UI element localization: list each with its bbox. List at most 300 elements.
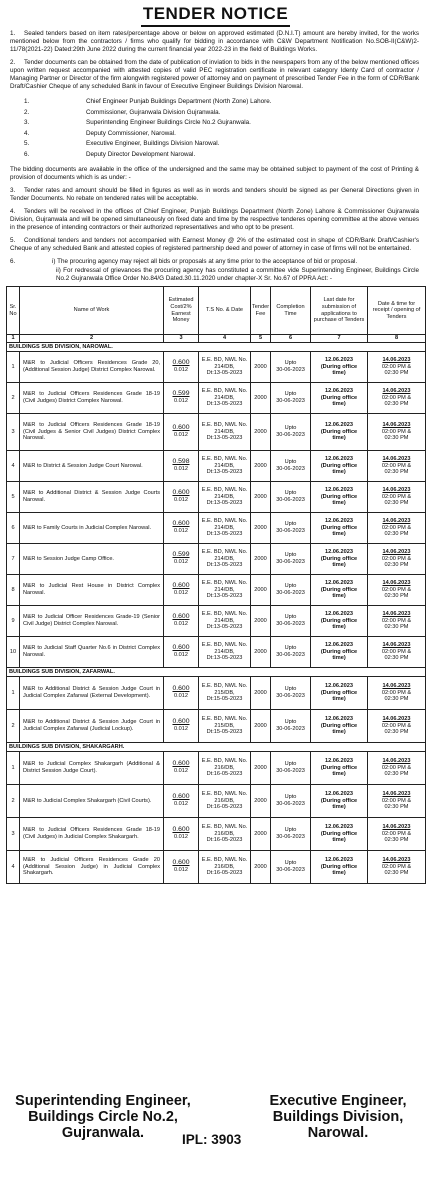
- work-name: M&R to Additional District & Session Judge Court in Judicial Complex Zafarwal (External Development).: [20, 677, 164, 710]
- ts-line: Dt:13-05-2023: [206, 435, 243, 442]
- last-date-cell: [311, 575, 368, 606]
- last-date-line: time): [332, 729, 346, 736]
- estimated-cost: 0.600: [172, 644, 190, 652]
- last-date-line: time): [332, 837, 346, 844]
- last-date-cell: [311, 383, 368, 414]
- officer-text: Deputy Director Development Narowal.: [86, 150, 196, 158]
- earnest-money: 0.012: [174, 367, 188, 373]
- last-date-line: 12.06.2023: [325, 642, 353, 649]
- last-date-cell: [311, 710, 368, 743]
- last-date-line: 12.06.2023: [325, 683, 353, 690]
- earnest-money: 0.012: [174, 528, 188, 534]
- last-date-line: 12.06.2023: [325, 824, 353, 831]
- estimated-cost: 0.600: [172, 613, 190, 621]
- opening-cell: [368, 544, 426, 575]
- opening-cell: [368, 606, 426, 637]
- tender-fee: 2000: [251, 637, 271, 668]
- last-date-line: time): [332, 370, 346, 377]
- table-row: [7, 606, 426, 637]
- work-name: M&R to Judicial Officers Residences Grade 18-19 (Civil Judges) in Judicial Complex Shakargarh.: [20, 818, 164, 851]
- last-date-line: 12.06.2023: [325, 518, 353, 525]
- paragraph-4: [10, 208, 419, 232]
- ts-line: Dt:16-05-2023: [206, 804, 243, 811]
- ts-line: Dt:13-05-2023: [206, 531, 243, 538]
- ts-line: Dt:13-05-2023: [206, 401, 243, 408]
- completion-line: Upto: [284, 794, 297, 801]
- ipl-number: IPL: 3903: [182, 1132, 242, 1147]
- cost-cell: [164, 451, 199, 482]
- section-row: [7, 343, 426, 352]
- table-row: [7, 752, 426, 785]
- column-index: 8: [368, 335, 426, 343]
- completion-line: Upto: [284, 391, 297, 398]
- completion-cell: [271, 414, 311, 451]
- table-row: [7, 677, 426, 710]
- ts-line: E.E. BD, NWL No.: [201, 487, 248, 494]
- last-date-line: (During office: [320, 493, 358, 500]
- ts-line: 214/DB,: [214, 524, 235, 531]
- last-date-line: 12.06.2023: [325, 422, 353, 429]
- work-name: M&R to District & Session Judge Court Narowal.: [20, 451, 164, 482]
- officer-number: 6.: [24, 150, 30, 158]
- column-index: 6: [271, 335, 311, 343]
- ts-line: E.E. BD, NWL No.: [201, 791, 248, 798]
- work-name: M&R to Judicial Complex Shakargarh (Civil Courts).: [20, 785, 164, 818]
- completion-line: Upto: [284, 827, 297, 834]
- completion-line: 30-06-2023: [276, 559, 305, 565]
- sr-number: 2: [7, 710, 20, 743]
- last-date-line: 12.06.2023: [325, 791, 353, 798]
- ts-line: Dt:13-05-2023: [206, 562, 243, 569]
- last-date-line: (During office: [320, 462, 358, 469]
- table-row: [7, 544, 426, 575]
- ts-line: E.E. BD, NWL No.: [201, 642, 248, 649]
- ts-line: Dt:13-05-2023: [206, 500, 243, 507]
- completion-line: 30-06-2023: [276, 398, 305, 404]
- sr-number: 4: [7, 851, 20, 884]
- table-row: [7, 637, 426, 668]
- work-name: M&R to Judicial Staff Quarter No.6 in District Complex Narowal.: [20, 637, 164, 668]
- section-title: BUILDINGS SUB DIVISION, ZAFARWAL.: [7, 668, 426, 677]
- ts-line: Dt:13-05-2023: [206, 469, 243, 476]
- last-date-cell: [311, 451, 368, 482]
- opening-time: 02:00 PM &: [381, 363, 412, 370]
- signature-footer: [0, 1093, 431, 1182]
- paragraph-5: [10, 237, 419, 253]
- opening-time: 02:30 PM: [384, 870, 409, 877]
- opening-cell: [368, 451, 426, 482]
- completion-line: 30-06-2023: [276, 652, 305, 658]
- completion-cell: [271, 637, 311, 668]
- opening-time: 02:30 PM: [384, 401, 409, 408]
- last-date-line: 12.06.2023: [325, 549, 353, 556]
- opening-date: 14.06.2023: [382, 487, 411, 494]
- ts-line: 216/DB,: [214, 863, 235, 870]
- tender-fee: 2000: [251, 785, 271, 818]
- officer-number: 3.: [24, 119, 30, 127]
- table-row: [7, 513, 426, 544]
- last-date-cell: [311, 785, 368, 818]
- last-date-cell: [311, 851, 368, 884]
- last-date-cell: [311, 677, 368, 710]
- officer-number: 4.: [24, 129, 30, 137]
- table-row: [7, 710, 426, 743]
- completion-line: Upto: [284, 860, 297, 867]
- cost-cell: [164, 544, 199, 575]
- ts-line: Dt:13-05-2023: [206, 655, 243, 662]
- officer-item: [24, 108, 419, 119]
- completion-line: 30-06-2023: [276, 867, 305, 873]
- ts-line: Dt:13-05-2023: [206, 624, 243, 631]
- completion-line: Upto: [284, 719, 297, 726]
- opening-date: 14.06.2023: [382, 549, 411, 556]
- opening-time: 02:30 PM: [384, 370, 409, 377]
- completion-cell: [271, 482, 311, 513]
- earnest-money: 0.012: [174, 621, 188, 627]
- opening-cell: [368, 414, 426, 451]
- paragraph-number: 2.: [10, 59, 16, 66]
- completion-line: 30-06-2023: [276, 834, 305, 840]
- ts-line: E.E. BD, NWL No.: [201, 824, 248, 831]
- officer-number: 2.: [24, 108, 30, 116]
- cost-cell: [164, 637, 199, 668]
- table-row: [7, 383, 426, 414]
- ts-cell: [199, 544, 251, 575]
- cost-cell: [164, 513, 199, 544]
- opening-date: 14.06.2023: [382, 518, 411, 525]
- opening-date: 14.06.2023: [382, 580, 411, 587]
- tender-fee: 2000: [251, 710, 271, 743]
- col-header-work: Name of Work: [20, 287, 164, 335]
- last-date-line: (During office: [320, 797, 358, 804]
- ts-line: Dt:16-05-2023: [206, 837, 243, 844]
- last-date-line: 12.06.2023: [325, 758, 353, 765]
- opening-time: 02:00 PM &: [381, 830, 412, 837]
- signatory-superintending-engineer: [8, 1093, 198, 1141]
- opening-cell: [368, 818, 426, 851]
- paragraph-6-ii: ii) For redressal of grievances the procuring agency has constituted a committee vide Superintending Engineer, Buildings Circle No.2 Gujranwala Office Order No.84/G Dated.30.11.2020 under chapter-X Sr. No.67 of PPRA Act: -: [56, 267, 419, 282]
- last-date-line: (During office: [320, 428, 358, 435]
- last-date-line: (During office: [320, 555, 358, 562]
- estimated-cost: 0.599: [172, 390, 190, 398]
- last-date-line: (During office: [320, 764, 358, 771]
- completion-line: Upto: [284, 360, 297, 367]
- paragraph-3: [10, 187, 419, 203]
- completion-line: 30-06-2023: [276, 693, 305, 699]
- last-date-line: time): [332, 531, 346, 538]
- completion-line: 30-06-2023: [276, 801, 305, 807]
- completion-line: 30-06-2023: [276, 497, 305, 503]
- estimated-cost: 0.600: [172, 718, 190, 726]
- tender-fee: 2000: [251, 752, 271, 785]
- opening-time: 02:30 PM: [384, 696, 409, 703]
- opening-date: 14.06.2023: [382, 683, 411, 690]
- opening-date: 14.06.2023: [382, 824, 411, 831]
- tender-table: [6, 286, 426, 884]
- last-date-cell: [311, 414, 368, 451]
- ts-cell: [199, 677, 251, 710]
- opening-cell: [368, 513, 426, 544]
- ts-line: E.E. BD, NWL No.: [201, 611, 248, 618]
- earnest-money: 0.012: [174, 867, 188, 873]
- sr-number: 1: [7, 677, 20, 710]
- ts-line: 214/DB,: [214, 462, 235, 469]
- signatory-executive-engineer: [253, 1093, 423, 1141]
- ts-line: E.E. BD, NWL No.: [201, 357, 248, 364]
- opening-cell: [368, 677, 426, 710]
- ts-line: E.E. BD, NWL No.: [201, 758, 248, 765]
- paragraph-text: Conditional tenders and tenders not accompanied with Earnest Money @ 2% of the estimated cost in shape of CDR/Bank Draft/Cashier's Cheque of any scheduled Bank and attested copies of registered partnership deed and power of attorney in case of firms will not be entertained.: [10, 237, 419, 252]
- last-date-cell: [311, 513, 368, 544]
- tender-fee: 2000: [251, 818, 271, 851]
- opening-cell: [368, 785, 426, 818]
- officer-number: 5.: [24, 140, 30, 148]
- section-row: [7, 668, 426, 677]
- sr-number: 3: [7, 414, 20, 451]
- opening-date: 14.06.2023: [382, 857, 411, 864]
- ts-cell: [199, 482, 251, 513]
- paragraph-text: Tender rates and amount should be filled in figures as well as in words and tenders should be signed as per General Directions given in Tender Documents. No rebate on tendered rates will be acceptable.: [10, 187, 419, 202]
- completion-line: Upto: [284, 552, 297, 559]
- table-row: [7, 414, 426, 451]
- cost-cell: [164, 606, 199, 637]
- completion-line: 30-06-2023: [276, 621, 305, 627]
- officer-item: [24, 150, 419, 161]
- signatory-line: Gujranwala.: [61, 1125, 145, 1141]
- section-title: BUILDINGS SUB DIVISION, NAROWAL.: [7, 343, 426, 352]
- opening-time: 02:00 PM &: [381, 524, 412, 531]
- estimated-cost: 0.600: [172, 685, 190, 693]
- last-date-line: time): [332, 469, 346, 476]
- col-header-cost: Estimated Cost/2% Earnest Money: [164, 287, 199, 335]
- completion-cell: [271, 352, 311, 383]
- col-header-ts: T.S No. & Date: [199, 287, 251, 335]
- opening-time: 02:30 PM: [384, 469, 409, 476]
- estimated-cost: 0.600: [172, 859, 190, 867]
- sr-number: 1: [7, 752, 20, 785]
- column-index: 1: [7, 335, 20, 343]
- column-index: 3: [164, 335, 199, 343]
- ts-line: 214/DB,: [214, 648, 235, 655]
- last-date-line: (During office: [320, 648, 358, 655]
- work-name: M&R to Judicial Officers Residences Grade 20, (Additional Session Judge) District Complex Narowal.: [20, 352, 164, 383]
- notice-body: [0, 30, 431, 283]
- opening-time: 02:30 PM: [384, 771, 409, 778]
- ts-cell: [199, 383, 251, 414]
- tender-fee: 2000: [251, 451, 271, 482]
- cost-cell: [164, 851, 199, 884]
- signatory-line: Buildings Division,: [272, 1109, 404, 1125]
- completion-line: 30-06-2023: [276, 367, 305, 373]
- signatory-line: Superintending Engineer,: [15, 1093, 191, 1109]
- tender-fee: 2000: [251, 575, 271, 606]
- ts-line: 215/DB,: [214, 689, 235, 696]
- col-header-opening: Date & time for receipt / opening of Tenders: [368, 287, 426, 335]
- ts-line: 214/DB,: [214, 586, 235, 593]
- opening-date: 14.06.2023: [382, 642, 411, 649]
- cost-cell: [164, 710, 199, 743]
- last-date-line: (During office: [320, 524, 358, 531]
- opening-cell: [368, 710, 426, 743]
- opening-cell: [368, 352, 426, 383]
- earnest-money: 0.012: [174, 432, 188, 438]
- opening-cell: [368, 851, 426, 884]
- cost-cell: [164, 752, 199, 785]
- last-date-line: time): [332, 401, 346, 408]
- opening-time: 02:30 PM: [384, 593, 409, 600]
- completion-line: Upto: [284, 490, 297, 497]
- signatory-line: Executive Engineer,: [269, 1093, 407, 1109]
- completion-line: 30-06-2023: [276, 726, 305, 732]
- table-row: [7, 575, 426, 606]
- ts-cell: [199, 513, 251, 544]
- work-name: M&R to Judicial Complex Shakargarh (Additional & District Session Judge Court).: [20, 752, 164, 785]
- ts-line: 214/DB,: [214, 493, 235, 500]
- ts-cell: [199, 606, 251, 637]
- sr-number: 6: [7, 513, 20, 544]
- column-index: 7: [311, 335, 368, 343]
- officer-number: 1.: [24, 98, 30, 106]
- opening-date: 14.06.2023: [382, 388, 411, 395]
- column-index: 2: [20, 335, 164, 343]
- completion-line: 30-06-2023: [276, 432, 305, 438]
- col-header-completion: Completion Time: [271, 287, 311, 335]
- ts-cell: [199, 414, 251, 451]
- opening-cell: [368, 752, 426, 785]
- ts-cell: [199, 785, 251, 818]
- cost-cell: [164, 383, 199, 414]
- work-name: M&R to Judicial Rest House in District Complex Narowal.: [20, 575, 164, 606]
- work-name: M&R to Additional District & Session Judge Courts Narowal.: [20, 482, 164, 513]
- last-date-line: time): [332, 593, 346, 600]
- tender-fee: 2000: [251, 482, 271, 513]
- officer-item: [24, 97, 419, 108]
- ts-line: 214/DB,: [214, 363, 235, 370]
- ts-line: E.E. BD, NWL No.: [201, 857, 248, 864]
- notice-title: TENDER NOTICE: [141, 4, 290, 27]
- completion-line: Upto: [284, 583, 297, 590]
- sr-number: 1: [7, 352, 20, 383]
- table-row: [7, 451, 426, 482]
- last-date-line: (During office: [320, 363, 358, 370]
- ts-line: 216/DB,: [214, 797, 235, 804]
- officer-text: Deputy Commissioner, Narowal.: [86, 129, 176, 137]
- opening-time: 02:00 PM &: [381, 648, 412, 655]
- estimated-cost: 0.599: [172, 551, 190, 559]
- last-date-line: (During office: [320, 586, 358, 593]
- ts-line: Dt:15-05-2023: [206, 729, 243, 736]
- cost-cell: [164, 818, 199, 851]
- table-row: [7, 352, 426, 383]
- tender-fee: 2000: [251, 383, 271, 414]
- ts-line: Dt:13-05-2023: [206, 593, 243, 600]
- opening-time: 02:00 PM &: [381, 555, 412, 562]
- officer-item: [24, 118, 419, 129]
- completion-line: Upto: [284, 686, 297, 693]
- ts-line: E.E. BD, NWL No.: [201, 388, 248, 395]
- table-row: [7, 818, 426, 851]
- opening-time: 02:30 PM: [384, 655, 409, 662]
- ts-line: 216/DB,: [214, 830, 235, 837]
- signatory-line: Narowal.: [307, 1125, 369, 1141]
- completion-line: Upto: [284, 521, 297, 528]
- work-name: M&R to Additional District & Session Judge Court in Judicial Complex Zafarwal (Judicial Lockup).: [20, 710, 164, 743]
- completion-line: 30-06-2023: [276, 768, 305, 774]
- cost-cell: [164, 482, 199, 513]
- last-date-cell: [311, 606, 368, 637]
- completion-cell: [271, 677, 311, 710]
- paragraph-2: [10, 59, 419, 91]
- tender-fee: 2000: [251, 513, 271, 544]
- earnest-money: 0.012: [174, 398, 188, 404]
- signatory-line: Buildings Circle No.2,: [28, 1109, 178, 1125]
- completion-cell: [271, 451, 311, 482]
- tender-fee: 2000: [251, 851, 271, 884]
- earnest-money: 0.012: [174, 768, 188, 774]
- paragraph-text: i) The procuring agency may reject all bids or proposals at any time prior to the acceptance of bid or proposal.: [52, 258, 358, 265]
- opening-time: 02:30 PM: [384, 531, 409, 538]
- estimated-cost: 0.600: [172, 582, 190, 590]
- estimated-cost: 0.600: [172, 760, 190, 768]
- earnest-money: 0.012: [174, 559, 188, 565]
- opening-time: 02:00 PM &: [381, 617, 412, 624]
- tender-fee: 2000: [251, 544, 271, 575]
- ts-line: 214/DB,: [214, 617, 235, 624]
- estimated-cost: 0.600: [172, 359, 190, 367]
- sr-number: 9: [7, 606, 20, 637]
- opening-time: 02:00 PM &: [381, 797, 412, 804]
- completion-line: Upto: [284, 645, 297, 652]
- last-date-line: time): [332, 771, 346, 778]
- opening-cell: [368, 637, 426, 668]
- officer-item: [24, 139, 419, 150]
- completion-cell: [271, 513, 311, 544]
- cost-cell: [164, 677, 199, 710]
- ts-line: Dt:13-05-2023: [206, 370, 243, 377]
- earnest-money: 0.012: [174, 652, 188, 658]
- earnest-money: 0.012: [174, 834, 188, 840]
- last-date-cell: [311, 752, 368, 785]
- sr-number: 7: [7, 544, 20, 575]
- table-row: [7, 482, 426, 513]
- col-header-fee: Tender Fee: [251, 287, 271, 335]
- last-date-line: 12.06.2023: [325, 357, 353, 364]
- last-date-line: time): [332, 655, 346, 662]
- opening-date: 14.06.2023: [382, 456, 411, 463]
- last-date-line: (During office: [320, 689, 358, 696]
- completion-cell: [271, 606, 311, 637]
- cost-cell: [164, 785, 199, 818]
- last-date-line: (During office: [320, 830, 358, 837]
- tender-fee: 2000: [251, 606, 271, 637]
- column-index-row: [7, 335, 426, 343]
- last-date-line: time): [332, 500, 346, 507]
- sr-number: 2: [7, 785, 20, 818]
- paragraph-text: Tenders will be received in the offices of Chief Engineer, Punjab Buildings Department (North Zone) Lahore & Commissioner Gujranwala Division, Gujranwala and will be opened simultaneously on fixed date and time by the respective tenderes opening committee at the above venues in the presence of intending contractors or their authorized representatives and who opt to be present.: [10, 208, 419, 231]
- officer-text: Chief Engineer Punjab Buildings Department (North Zone) Lahore.: [86, 98, 272, 106]
- officer-item: [24, 129, 419, 140]
- last-date-line: (During office: [320, 617, 358, 624]
- ts-cell: [199, 818, 251, 851]
- opening-time: 02:00 PM &: [381, 722, 412, 729]
- completion-line: 30-06-2023: [276, 466, 305, 472]
- sr-number: 3: [7, 818, 20, 851]
- work-name: M&R to Session Judge Camp Office.: [20, 544, 164, 575]
- completion-cell: [271, 785, 311, 818]
- table-header-row: [7, 287, 426, 335]
- earnest-money: 0.012: [174, 801, 188, 807]
- cost-cell: [164, 352, 199, 383]
